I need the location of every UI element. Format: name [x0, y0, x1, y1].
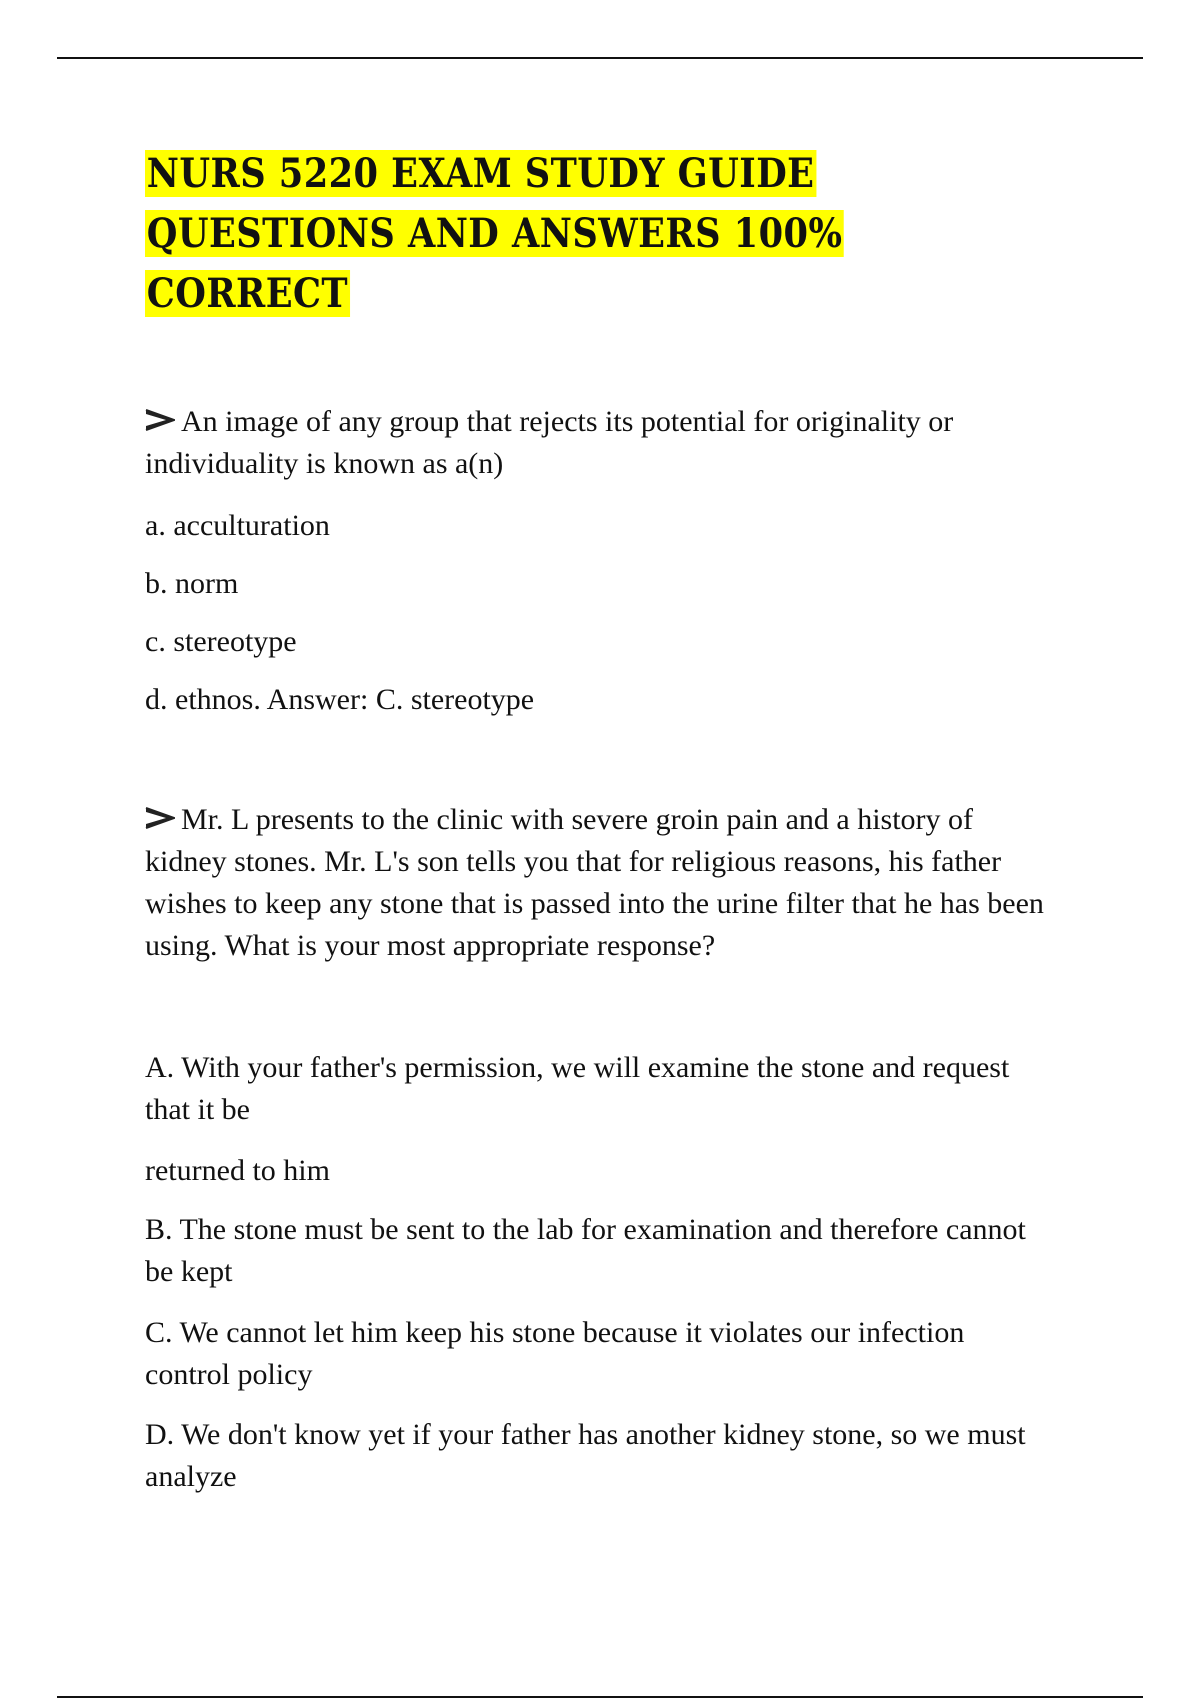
question-2-stem — [145, 799, 1045, 967]
question-2-option-a: A. With your father's permission, we will examine the stone and request that it be — [145, 1051, 1010, 1126]
document-title-text: NURS 5220 EXAM STUDY GUIDE QUESTIONS AND ANSWERS 100% CORRECT — [146, 150, 843, 317]
question-1-option-d: d. ethnos. Answer: C. stereotype — [145, 683, 535, 716]
question-1-stem — [145, 401, 1045, 485]
question-2-option-b: B. The stone must be sent to the lab for examination and therefore cannot be kept — [145, 1213, 1026, 1288]
question-2-option-c: C. We cannot let him keep his stone because it violates our infection control policy — [145, 1316, 965, 1391]
question-2-option-a-continued: returned to him — [145, 1154, 330, 1187]
question-1-stem-text: An image of any group that rejects its potential for originality or individuality is known as a(n) — [145, 405, 954, 480]
question-2-stem-text: Mr. L presents to the clinic with severe groin pain and a history of kidney stones. Mr. L's son tells you that for religious reasons, his father wishes to keep any stone that is passed into the urine filter that he has been using. What is your most appropriate response? — [145, 803, 1044, 962]
arrow-bullet-icon — [145, 408, 175, 432]
footer-rule — [57, 1696, 1143, 1698]
arrow-bullet-icon — [145, 806, 175, 830]
header-rule — [57, 57, 1143, 59]
document-title — [145, 144, 955, 324]
question-1-option-b: b. norm — [145, 567, 239, 600]
question-1-option-a: a. acculturation — [145, 509, 330, 542]
question-1-option-c: c. stereotype — [145, 625, 297, 658]
question-2-option-d: D. We don't know yet if your father has another kidney stone, so we must analyze — [145, 1418, 1026, 1493]
